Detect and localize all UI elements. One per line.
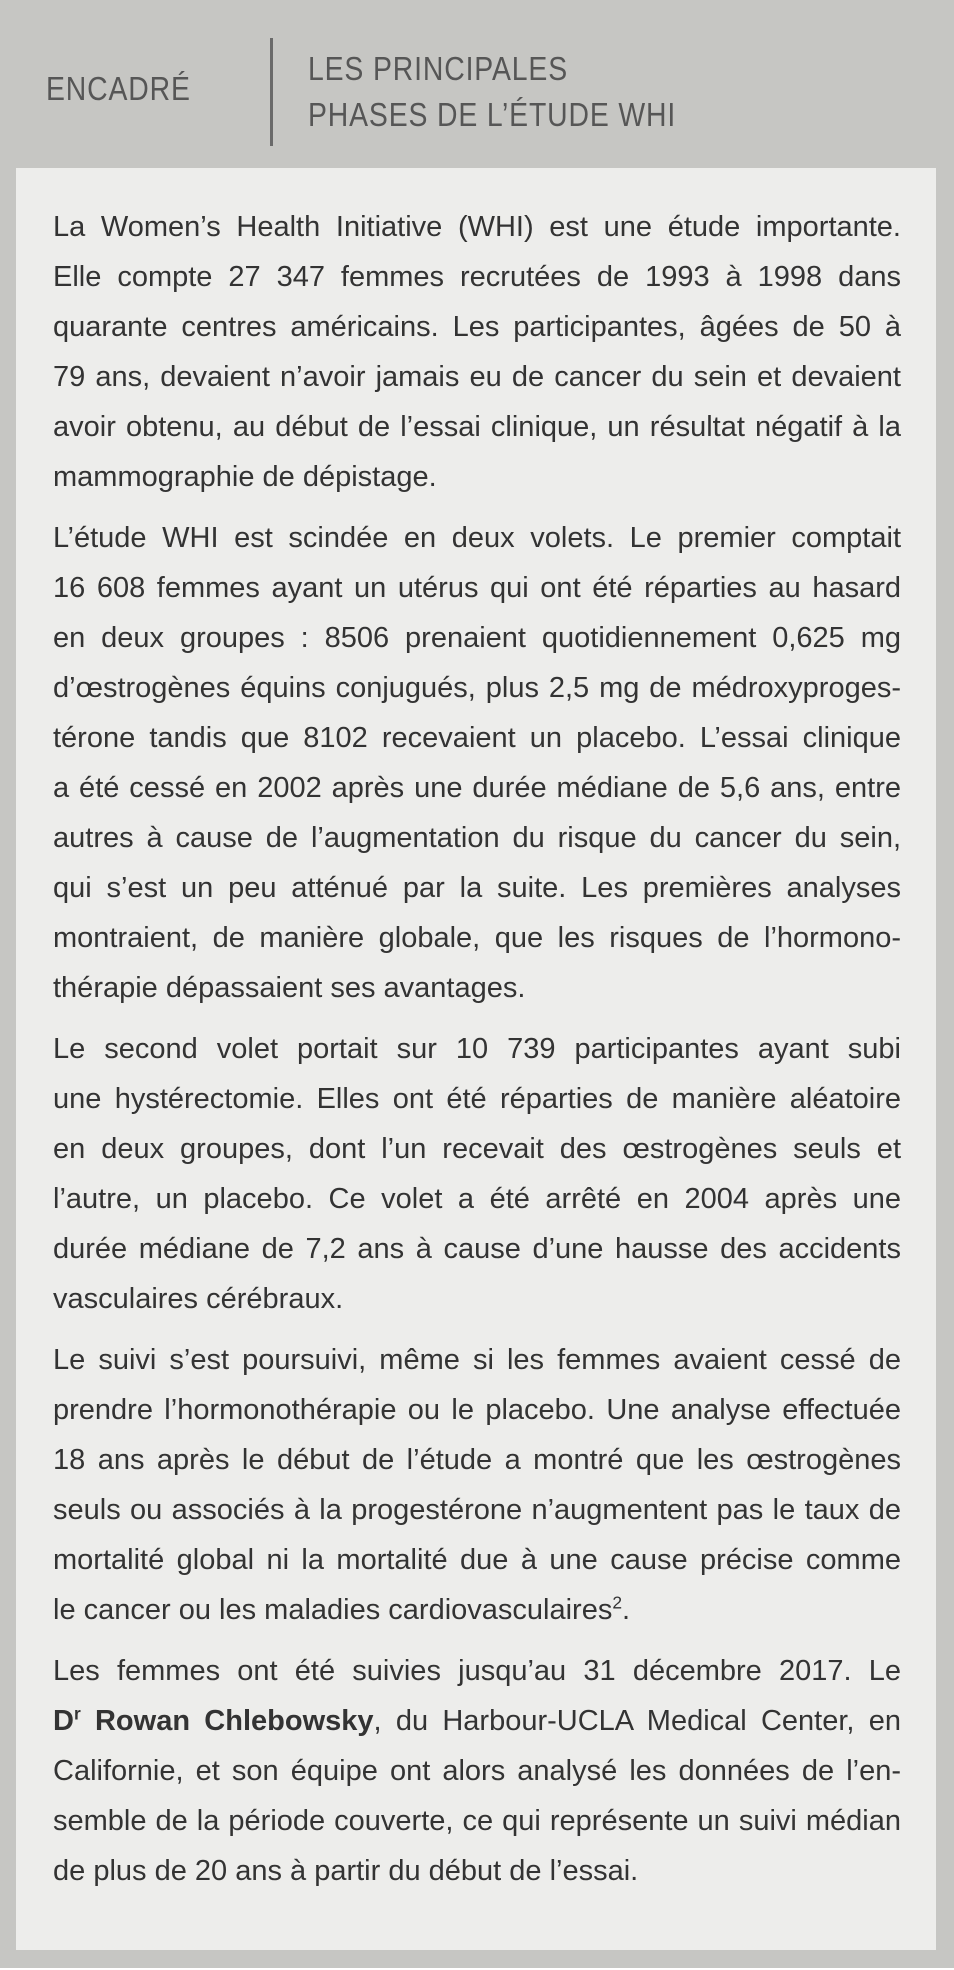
text-line: mortalité global ni la mortalité due à une cause précise comme (53, 1544, 901, 1576)
line-end-punctuation: . (622, 1594, 631, 1626)
paragraph-3 (53, 1024, 901, 1324)
doctor-title-superscript: r (73, 1703, 81, 1724)
doctor-name-text: Rowan Chlebowsky (80, 1705, 374, 1737)
text-line: Elle compte 27 347 femmes recrutées de 1993 à 1998 dans (53, 261, 901, 293)
text-line (53, 1696, 901, 1746)
text-line: 18 ans après le début de l’étude a montré que les œstrogènes (53, 1444, 901, 1476)
paragraph-2 (53, 513, 901, 1013)
text-line: 79 ans, devaient n’avoir jamais eu de cancer du sein et devaient (53, 361, 901, 393)
text-line: durée médiane de 7,2 ans à cause d’une hausse des accidents (53, 1233, 901, 1265)
text-line: thérapie dépassaient ses avantages. (53, 972, 526, 1004)
text-line: Le suivi s’est poursuivi, même si les femmes avaient cessé de (53, 1344, 901, 1376)
text-line: en deux groupes, dont l’un recevait des œstrogènes seuls et (53, 1133, 901, 1165)
text-line-rest: , du Harbour-UCLA Medical Center, en (373, 1705, 901, 1737)
paragraph-5 (53, 1646, 901, 1896)
text-line: l’autre, un placebo. Ce volet a été arrêté en 2004 après une (53, 1183, 901, 1215)
box-title (308, 46, 676, 138)
text-line: d’œstrogènes équins conjugués, plus 2,5 mg de médroxyproges- (53, 672, 901, 704)
doctor-name (53, 1705, 374, 1737)
header-divider (270, 38, 273, 146)
text-line: de plus de 20 ans à partir du début de l’essai. (53, 1855, 639, 1887)
text-line: en deux groupes : 8506 prenaient quotidiennement 0,625 mg (53, 622, 901, 654)
doctor-title-prefix: D (53, 1705, 74, 1737)
box-title-line-2: PHASES DE L’ÉTUDE WHI (308, 96, 677, 133)
box-body (16, 168, 936, 1950)
text-line (53, 1585, 901, 1635)
text-line: 16 608 femmes ayant un utérus qui ont été réparties au hasard (53, 572, 901, 604)
text-line: seuls ou associés à la progestérone n’augmentent pas le taux de (53, 1494, 901, 1526)
text-line: Les femmes ont été suivies jusqu’au 31 décembre 2017. Le (53, 1655, 901, 1687)
text-line: quarante centres américains. Les participantes, âgées de 50 à (53, 311, 901, 343)
text-line: L’étude WHI est scindée en deux volets. Le premier comptait (53, 522, 901, 554)
text-line: térone tandis que 8102 recevaient un placebo. L’essai clinique (53, 722, 901, 754)
text-line: semble de la période couverte, ce qui représente un suivi médian (53, 1805, 901, 1837)
text-line: La Women’s Health Initiative (WHI) est une étude importante. (53, 211, 901, 243)
box-header (0, 0, 954, 168)
footnote-reference: 2 (612, 1592, 622, 1613)
text-line: avoir obtenu, au début de l’essai clinique, un résultat négatif à la (53, 411, 901, 443)
text-line-content: le cancer ou les maladies cardiovasculaires (53, 1594, 613, 1626)
text-line: prendre l’hormonothérapie ou le placebo. Une analyse effectuée (53, 1394, 901, 1426)
paragraph-1 (53, 202, 901, 502)
text-line: qui s’est un peu atténué par la suite. Les premières analyses (53, 872, 901, 904)
text-line: Le second volet portait sur 10 739 participantes ayant subi (53, 1033, 901, 1065)
text-line: a été cessé en 2002 après une durée médiane de 5,6 ans, entre (53, 772, 901, 804)
box-title-line-1: LES PRINCIPALES (308, 50, 569, 87)
text-line: mammographie de dépistage. (53, 461, 437, 493)
box-label: ENCADRÉ (46, 70, 191, 107)
text-line: vasculaires cérébraux. (53, 1283, 344, 1315)
text-line: autres à cause de l’augmentation du risque du cancer du sein, (53, 822, 901, 854)
text-line: montraient, de manière globale, que les risques de l’hormono- (53, 922, 901, 954)
article-text (53, 202, 901, 1907)
paragraph-4 (53, 1335, 901, 1635)
text-line: Californie, et son équipe ont alors analysé les données de l’en- (53, 1755, 901, 1787)
text-line: une hystérectomie. Elles ont été réparties de manière aléatoire (53, 1083, 901, 1115)
